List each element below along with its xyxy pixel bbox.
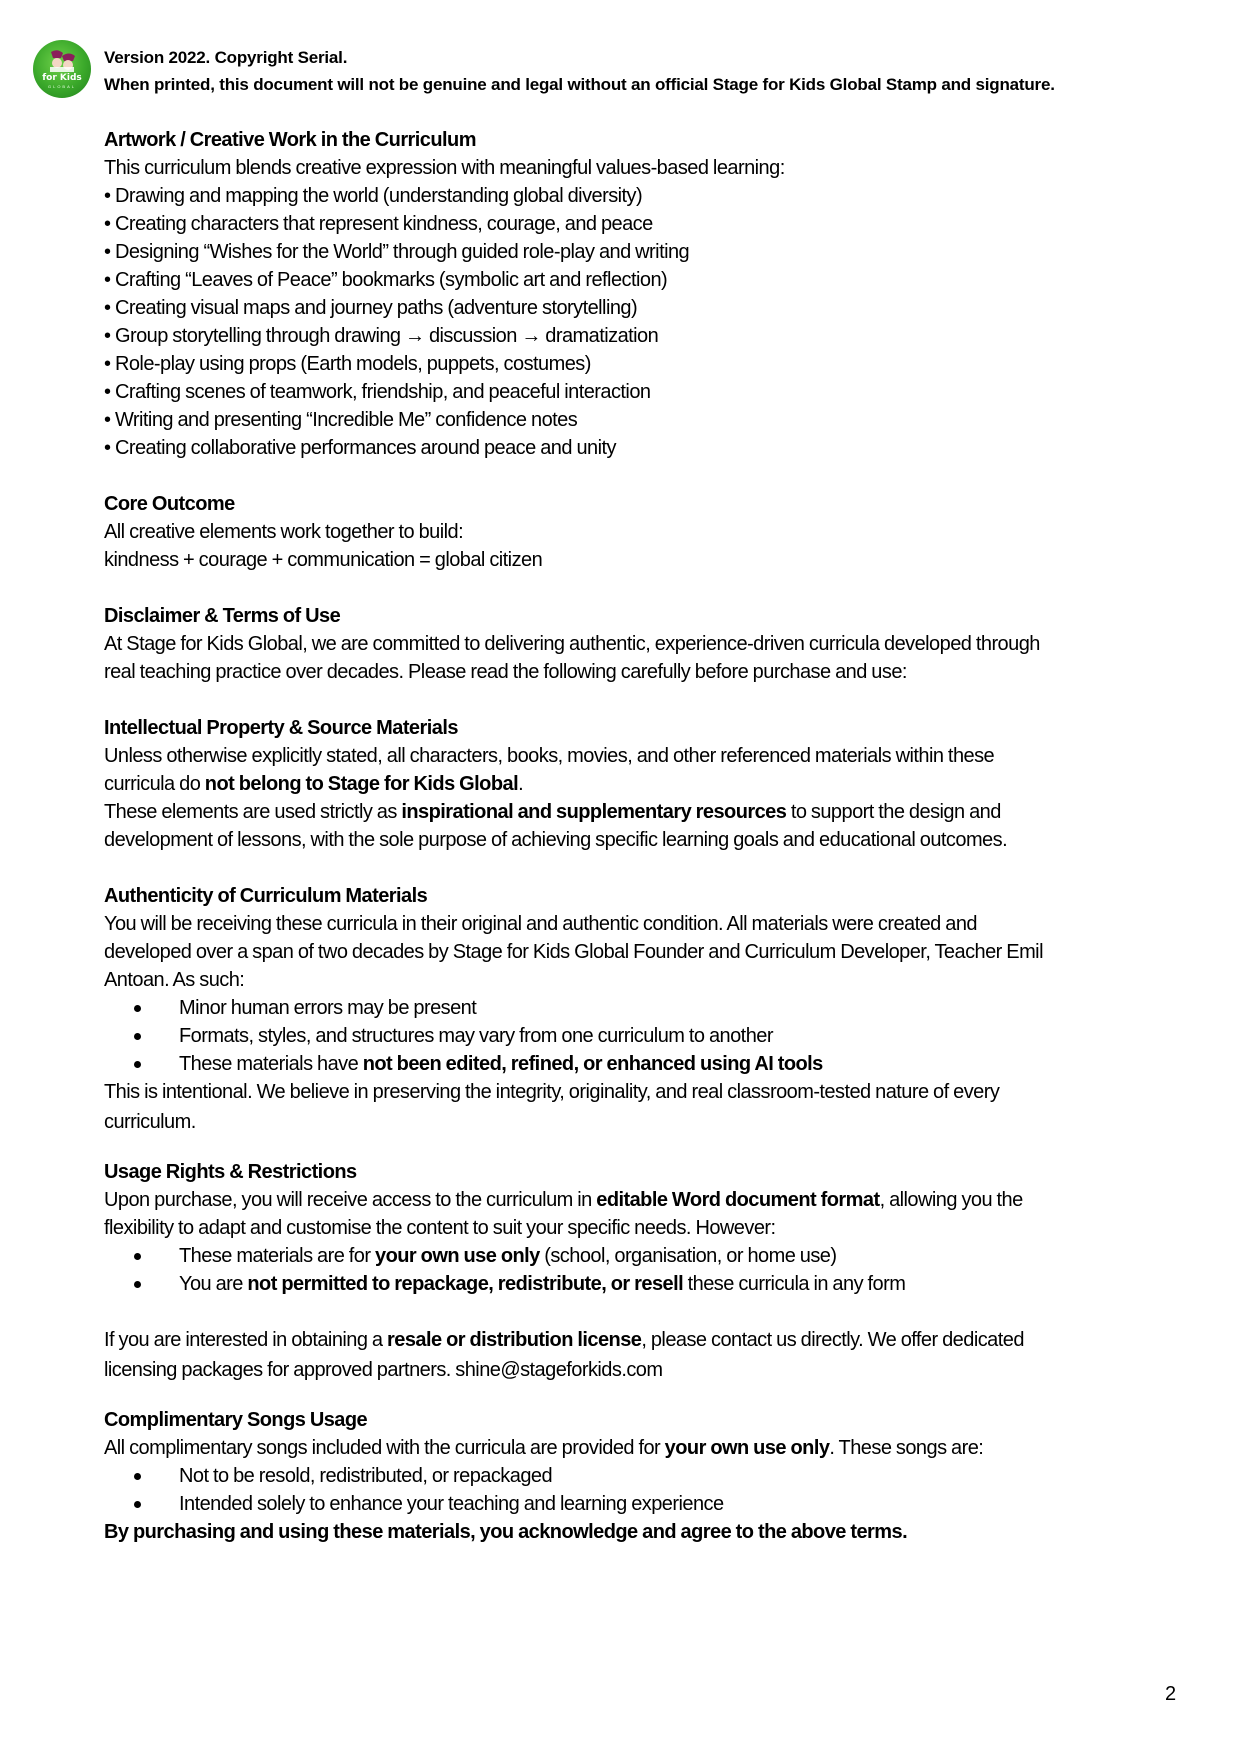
stage-for-kids-logo [33,40,91,98]
section-heading: Intellectual Property & Source Materials [104,717,458,739]
bullet-icon [134,1281,141,1288]
bullet-icon [134,1253,141,1260]
kids-faces-icon [47,50,77,72]
paragraph-line [104,798,1184,826]
text-run: These materials are for [179,1245,375,1267]
emphasis-text: your own use only [375,1245,540,1267]
list-item: • Writing and presenting “Incredible Me” confidence notes [104,409,578,431]
paragraph-line: All creative elements work together to build: [104,521,464,543]
paragraph-line: developed over a span of two decades by Stage for Kids Global Founder and Curriculum Developer, Teacher Emil [104,941,1043,963]
formula-line: kindness + courage + communication = global citizen [104,549,543,571]
paragraph-line: You will be receiving these curricula in their original and authentic condition. All materials were created and [104,913,977,935]
usage-rights-section [104,1158,1184,1386]
emphasis-text: resale or distribution license [387,1329,642,1351]
text-run: Not to be resold, redistributed, or repackaged [179,1465,553,1487]
text-run: (school, organisation, or home use) [539,1245,837,1267]
artwork-section [104,126,1184,462]
section-heading: Artwork / Creative Work in the Curriculum [104,129,476,151]
list-item [104,1462,1184,1490]
paragraph-line [104,1186,1184,1214]
list-item: • Role-play using props (Earth models, puppets, costumes) [104,353,591,375]
text-run: Formats, styles, and structures may vary from one curriculum to another [179,1025,773,1047]
list-item: • Creating characters that represent kindness, courage, and peace [104,213,653,235]
section-heading: Complimentary Songs Usage [104,1409,368,1431]
emphasis-text: not been edited, refined, or enhanced using AI tools [362,1053,823,1075]
text-run: Upon purchase, you will receive access to the curriculum in [104,1189,597,1211]
bullet-icon [134,1033,141,1040]
section-heading: Disclaimer & Terms of Use [104,605,341,627]
list-item [104,994,1184,1022]
text-run: These elements are used strictly as [104,801,402,823]
list-item: • Crafting scenes of teamwork, friendship, and peaceful interaction [104,381,651,403]
list-item: • Group storytelling through drawing → discussion → dramatization [104,325,659,347]
paragraph-line [104,1326,1184,1354]
list-item: • Creating collaborative performances around peace and unity [104,437,616,459]
bullet-icon [134,1061,141,1068]
intellectual-property-section [104,714,1184,854]
section-heading: Core Outcome [104,493,235,515]
authenticity-section [104,882,1184,1138]
paragraph-line: flexibility to adapt and customise the content to suit your specific needs. However: [104,1217,776,1239]
bullet-icon [134,1473,141,1480]
closing-statement: By purchasing and using these materials, you acknowledge and agree to the above terms. [104,1521,908,1543]
bullet-icon [134,1005,141,1012]
paragraph-line: development of lessons, with the sole purpose of achieving specific learning goals and educational outcomes. [104,829,1008,851]
text-run: these curricula in any form [683,1273,906,1295]
list-item [104,1050,1184,1078]
text-run: , please contact us directly. We offer dedicated [641,1329,1024,1351]
paragraph-line: Antoan. As such: [104,969,245,991]
text-run: curricula do [104,773,205,795]
songs-usage-section [104,1406,1184,1546]
paragraph-line [104,770,1184,798]
paragraph-line: Unless otherwise explicitly stated, all characters, books, movies, and other referenced materials within these [104,745,995,767]
page-number: 2 [1165,1683,1177,1705]
emphasis-text: not belong to Stage for Kids Global [204,773,519,795]
document-header [104,44,1055,98]
paragraph-line: This is intentional. We believe in preserving the integrity, originality, and real classroom-tested nature of every [104,1081,1000,1103]
emphasis-text: not permitted to repackage, redistribute, or resell [247,1273,684,1295]
section-intro: This curriculum blends creative expression with meaningful values-based learning: [104,157,785,179]
list-item [104,1022,1184,1050]
text-run: If you are interested in obtaining a [104,1329,388,1351]
emphasis-text: your own use only [664,1437,830,1459]
paragraph-line: curriculum. [104,1111,196,1133]
version-line: Version 2022. Copyright Serial. [104,48,348,67]
core-outcome-section [104,490,1184,574]
disclaimer-section [104,602,1184,686]
document-body [104,126,1184,1546]
text-run: All complimentary songs included with the curricula are provided for [104,1437,665,1459]
paragraph-line: At Stage for Kids Global, we are committed to delivering authentic, experience-driven curricula developed through [104,633,1040,655]
list-item [104,1270,1184,1298]
text-run: , allowing you the [879,1189,1023,1211]
logo-text: for Kids [42,73,82,83]
section-heading: Authenticity of Curriculum Materials [104,885,428,907]
list-item: • Designing “Wishes for the World” through guided role-play and writing [104,241,690,263]
bullet-icon [134,1501,141,1508]
text-run: You are [179,1273,248,1295]
list-item: • Creating visual maps and journey paths (adventure storytelling) [104,297,638,319]
emphasis-text: editable Word document format [596,1189,880,1211]
text-run: These materials have [179,1053,363,1075]
list-item: • Drawing and mapping the world (understanding global diversity) [104,185,643,207]
text-run: . These songs are: [829,1437,984,1459]
text-run: Minor human errors may be present [179,997,477,1019]
section-heading: Usage Rights & Restrictions [104,1161,357,1183]
text-run: Intended solely to enhance your teaching and learning experience [179,1493,724,1515]
text-run: . [518,773,524,795]
emphasis-text: inspirational and supplementary resources [401,801,787,823]
logo-subtext: GLOBAL [47,84,76,89]
paragraph-line [104,1434,1184,1462]
legal-notice-line: When printed, this document will not be genuine and legal without an official Stage for Kids Global Stamp and signature. [104,75,1055,94]
paragraph-line: real teaching practice over decades. Please read the following carefully before purchase and use: [104,661,907,683]
text-run: to support the design and [786,801,1001,823]
list-item [104,1490,1184,1518]
list-item [104,1242,1184,1270]
list-item: • Crafting “Leaves of Peace” bookmarks (symbolic art and reflection) [104,269,668,291]
contact-line: licensing packages for approved partners. shine@stageforkids.com [104,1359,663,1381]
